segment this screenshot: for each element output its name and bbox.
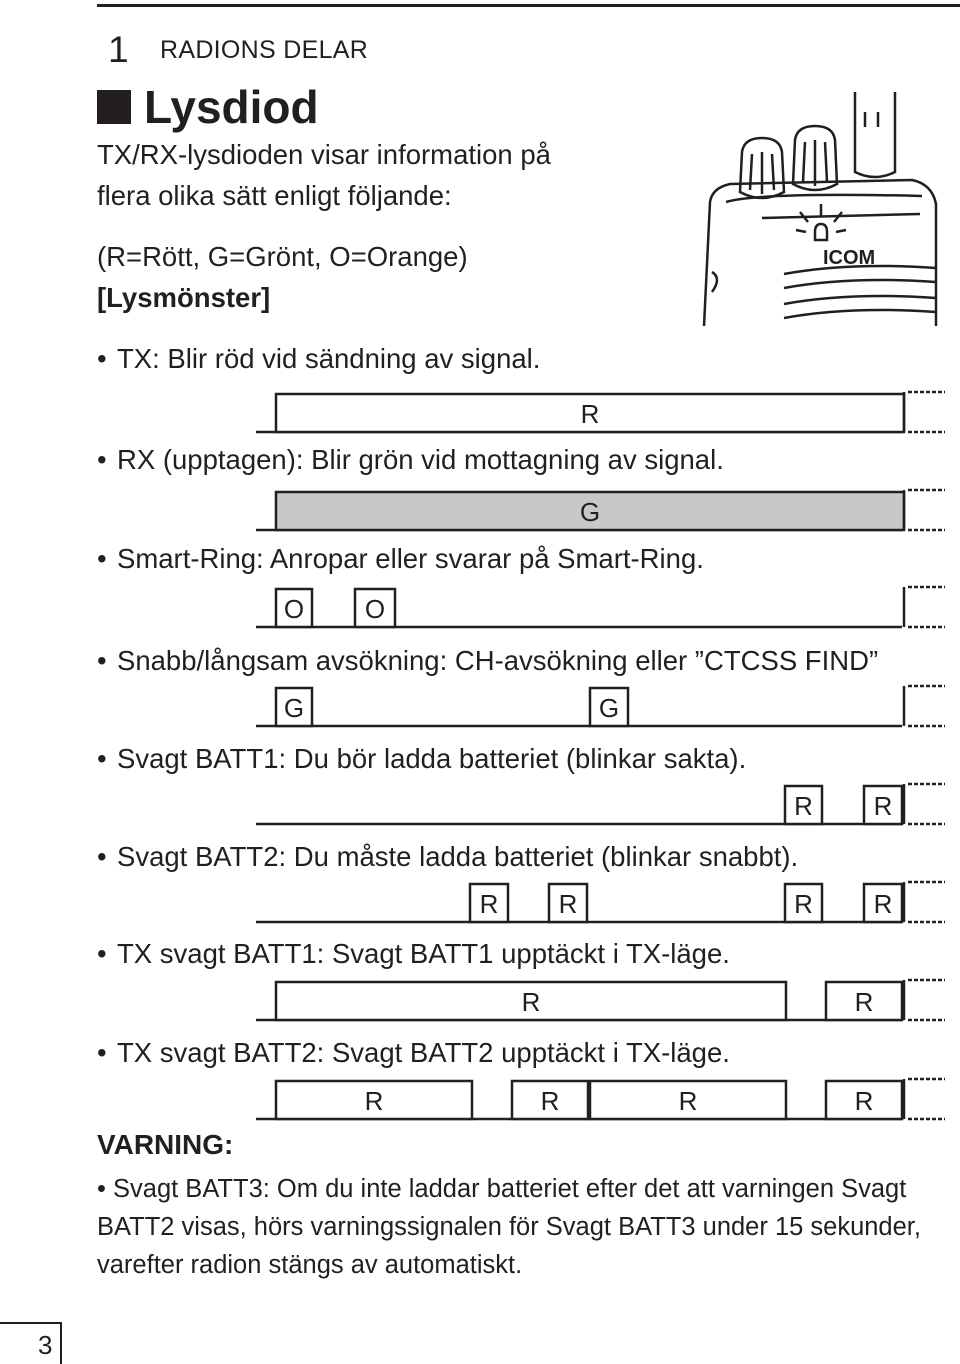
pattern-item-tx-batt1: • TX svagt BATT1: Svagt BATT1 upptäckt i TX-läge.: [97, 938, 730, 969]
pattern-item-rx: • RX (upptagen): Blir grön vid mottagning av signal.: [97, 444, 724, 475]
repeat-marker: [904, 686, 945, 726]
led-pattern-tx-batt2: [250, 1077, 950, 1137]
brand-logo: ICOM: [823, 247, 876, 269]
repeat-marker: [904, 587, 945, 627]
led-color-label: R: [540, 1086, 560, 1116]
intro-line-2: flera olika sätt enligt följande:: [97, 180, 452, 211]
pattern-heading: [Lysmönster]: [97, 282, 271, 313]
page-number-rule-vertical: [60, 1322, 62, 1364]
led-pattern-scan: [250, 684, 950, 744]
led-pattern-batt1: [250, 782, 950, 842]
led-color-label: R: [521, 987, 541, 1017]
led-pattern-batt2: [250, 880, 950, 940]
led-color-label: R: [678, 1086, 698, 1116]
led-color-label: R: [580, 399, 600, 429]
section-heading: [97, 80, 319, 134]
led-color-label: R: [558, 889, 578, 919]
intro-line-1: TX/RX-lysdioden visar information på: [97, 139, 551, 170]
repeat-marker: [904, 784, 945, 824]
pattern-text: TX svagt BATT1: Svagt BATT1 upptäckt i TX-läge.: [117, 938, 730, 969]
pattern-item-scan: • Snabb/långsam avsökning: CH-avsökning eller ”CTCSS FIND”: [97, 645, 879, 676]
led-pattern-tx: [250, 390, 950, 450]
led-color-label: R: [364, 1086, 384, 1116]
pattern-item-tx-batt2: • TX svagt BATT2: Svagt BATT2 upptäckt i TX-läge.: [97, 1037, 730, 1068]
section-title: Lysdiod: [144, 81, 319, 133]
led-color-label: G: [579, 497, 601, 527]
color-legend: (R=Rött, G=Grönt, O=Orange): [97, 241, 468, 272]
led-pattern-tx-batt1: [250, 978, 950, 1038]
led-color-label: O: [364, 594, 386, 624]
led-color-label: R: [854, 987, 874, 1017]
pattern-text: TX: Blir röd vid sändning av signal.: [117, 343, 541, 374]
warning-body: Svagt BATT3: Om du inte laddar batteriet efter det att varningen Svagt BATT2 visas, hörs varningssignalen för Svagt BATT3 under 15 sekunder, varefter radion stängs av automatiskt.: [97, 1175, 921, 1279]
led-color-label: R: [794, 889, 813, 919]
pattern-text: Smart-Ring: Anropar eller svarar på Smart-Ring.: [117, 543, 704, 574]
pattern-text: Svagt BATT1: Du bör ladda batteriet (blinkar sakta).: [117, 743, 747, 774]
pattern-item-batt2: • Svagt BATT2: Du måste ladda batteriet (blinkar snabbt).: [97, 841, 799, 872]
led-color-label: R: [479, 889, 499, 919]
chapter-number: 1: [108, 29, 129, 70]
pattern-text: Svagt BATT2: Du måste ladda batteriet (blinkar snabbt).: [117, 841, 799, 872]
repeat-marker: [904, 392, 945, 432]
pattern-item-smart-ring: • Smart-Ring: Anropar eller svarar på Smart-Ring.: [97, 543, 704, 574]
warning-title: VARNING:: [97, 1129, 234, 1160]
led-pattern-smart-ring: [250, 585, 950, 645]
repeat-marker: [904, 980, 945, 1020]
repeat-marker: [904, 1079, 945, 1119]
page-number-rule: [0, 1322, 60, 1324]
led-color-label: G: [283, 693, 305, 723]
led-pattern-rx: [250, 488, 950, 548]
pattern-item-tx: • TX: Blir röd vid sändning av signal.: [97, 343, 541, 374]
header-rule: [97, 4, 960, 7]
led-color-label: R: [794, 791, 813, 821]
pattern-text: TX svagt BATT2: Svagt BATT2 upptäckt i TX-läge.: [117, 1037, 730, 1068]
chapter-title: RADIONS DELAR: [160, 36, 369, 64]
pattern-text: Snabb/långsam avsökning: CH-avsökning eller ”CTCSS FIND”: [117, 645, 879, 676]
led-color-label: R: [873, 791, 893, 821]
radio-illustration: [700, 92, 940, 326]
warning-text: • Svagt BATT3: Om du inte laddar batteriet efter det att varningen Svagt BATT2 visas, hörs varningssignalen för Svagt BATT3 under 15 sekunder, varefter radion stängs av automatiskt.: [97, 1175, 921, 1279]
pattern-item-batt1: • Svagt BATT1: Du bör ladda batteriet (blinkar sakta).: [97, 743, 747, 774]
repeat-marker: [904, 882, 945, 922]
led-color-label: R: [854, 1086, 874, 1116]
pattern-text: RX (upptagen): Blir grön vid mottagning av signal.: [117, 444, 724, 475]
led-color-label: R: [873, 889, 893, 919]
page-number: 3: [38, 1330, 53, 1360]
repeat-marker: [904, 490, 945, 530]
led-color-label: G: [598, 693, 620, 723]
square-bullet-icon: [97, 90, 131, 124]
led-color-label: O: [283, 594, 305, 624]
